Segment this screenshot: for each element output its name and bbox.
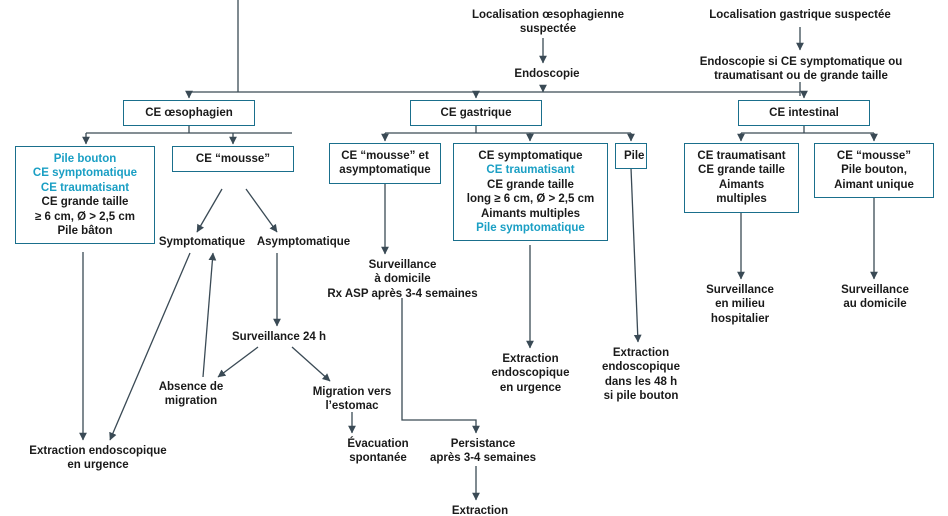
node-line: Rx ASP après 3-4 semaines bbox=[327, 287, 478, 300]
node-line: CE “mousse” bbox=[195, 153, 271, 165]
node-line: à domicile bbox=[374, 273, 431, 286]
node-surveillance-24h bbox=[224, 330, 334, 344]
node-line: CE symptomatique bbox=[32, 167, 138, 180]
node-line: Localisation œsophagienne bbox=[471, 9, 625, 21]
node-line: CE grande taille bbox=[41, 196, 129, 209]
node-line: Endoscopie si CE symptomatique ou bbox=[699, 56, 903, 68]
node-line: CE symptomatique bbox=[478, 150, 583, 162]
node-loc-gastrique bbox=[690, 8, 910, 22]
node-line: migration bbox=[164, 395, 218, 408]
node-line: CE traumatisant bbox=[40, 181, 130, 194]
node-line: en milieu bbox=[715, 298, 765, 311]
node-line: Évacuation bbox=[347, 438, 409, 450]
node-line: Localisation gastrique suspectée bbox=[709, 9, 891, 21]
node-asymptomatique bbox=[251, 235, 356, 249]
node-line: Surveillance bbox=[368, 259, 437, 271]
node-ce-traumatisant-intestinal bbox=[684, 143, 799, 213]
node-line: l’estomac bbox=[325, 400, 379, 413]
node-pile-bouton-group bbox=[15, 146, 155, 244]
node-line: asymptomatique bbox=[339, 164, 431, 177]
node-line: CE traumatisant bbox=[486, 164, 575, 177]
node-extraction-bottom bbox=[440, 504, 520, 516]
node-loc-oesophagienne bbox=[463, 8, 633, 37]
node-line: endoscopique bbox=[491, 367, 570, 380]
node-line: Extraction bbox=[612, 347, 670, 359]
node-pile bbox=[615, 143, 647, 169]
node-line: CE intestinal bbox=[769, 107, 839, 119]
node-line: Pile bouton bbox=[53, 153, 117, 165]
node-line: suspectée bbox=[519, 23, 577, 36]
node-ce-mousse-oeso bbox=[172, 146, 294, 172]
node-line: traumatisant ou de grande taille bbox=[714, 70, 888, 83]
node-line: au domicile bbox=[843, 298, 907, 311]
node-line: endoscopique bbox=[602, 361, 680, 374]
node-line: dans les 48 h bbox=[604, 375, 678, 388]
node-line: après 3-4 semaines bbox=[429, 452, 537, 465]
node-line: Aimants multiples bbox=[480, 207, 581, 220]
node-line: Aimants multiples bbox=[716, 178, 767, 206]
node-extraction-urgence-gastrique bbox=[478, 352, 583, 395]
node-surveillance-au-domicile bbox=[820, 283, 930, 312]
node-extraction-endoscopique-urgence-oeso bbox=[18, 444, 178, 473]
node-line: CE “mousse” et bbox=[341, 150, 429, 162]
node-line: CE traumatisant bbox=[697, 150, 786, 162]
node-line: CE œsophagien bbox=[145, 107, 233, 119]
node-line: Migration vers bbox=[312, 386, 392, 398]
node-line: spontanée bbox=[349, 452, 407, 465]
node-line: CE grande taille bbox=[698, 164, 785, 177]
node-line: Pile bouton, bbox=[841, 164, 907, 177]
node-surveillance-hospitalier bbox=[685, 283, 795, 326]
node-evacuation-spontanee bbox=[330, 437, 426, 466]
node-line: ≥ 6 cm, Ø > 2,5 cm bbox=[35, 210, 135, 223]
node-ce-mousse-intestinal bbox=[814, 143, 934, 198]
node-line: Endoscopie bbox=[514, 68, 580, 80]
node-surveillance-domicile bbox=[320, 258, 485, 301]
node-line: en urgence bbox=[499, 381, 562, 394]
node-endoscopie bbox=[497, 67, 597, 81]
node-ce-gastrique bbox=[410, 100, 542, 126]
node-line: Surveillance bbox=[706, 284, 774, 296]
node-line: Surveillance bbox=[841, 284, 909, 296]
node-ce-intestinal bbox=[738, 100, 870, 126]
node-line: long ≥ 6 cm, Ø > 2,5 cm bbox=[466, 193, 595, 206]
node-line: Symptomatique bbox=[158, 236, 246, 248]
node-line: Pile symptomatique bbox=[476, 221, 585, 234]
node-line: en urgence bbox=[67, 459, 129, 472]
node-line: si pile bouton bbox=[603, 390, 679, 403]
node-ce-symptomatique-gastrique bbox=[453, 143, 608, 241]
node-ce-mousse-asympt bbox=[329, 143, 441, 184]
node-line: CE grande taille bbox=[487, 178, 574, 191]
node-persistance bbox=[423, 437, 543, 466]
node-line: Persistance bbox=[450, 438, 516, 450]
node-migration-estomac bbox=[302, 385, 402, 414]
node-line: Absence de bbox=[158, 381, 224, 393]
node-line: Aimant unique bbox=[834, 178, 914, 191]
node-line: CE gastrique bbox=[440, 107, 512, 119]
node-line: Pile bbox=[624, 150, 645, 162]
node-line: Extraction endoscopique bbox=[29, 445, 167, 457]
node-ce-oesophagien bbox=[123, 100, 255, 126]
node-symptomatique bbox=[152, 235, 252, 249]
node-absence-migration bbox=[141, 380, 241, 409]
node-line: Pile bâton bbox=[57, 224, 113, 237]
node-extraction-48h bbox=[586, 346, 696, 404]
node-line: Extraction bbox=[502, 353, 559, 365]
node-line: Extraction bbox=[451, 505, 509, 516]
node-line: CE “mousse” bbox=[836, 150, 912, 162]
node-line: Surveillance 24 h bbox=[232, 331, 326, 343]
node-line: hospitalier bbox=[710, 312, 770, 325]
node-line: Asymptomatique bbox=[256, 236, 351, 248]
node-endoscopie-si-ce bbox=[676, 55, 926, 84]
